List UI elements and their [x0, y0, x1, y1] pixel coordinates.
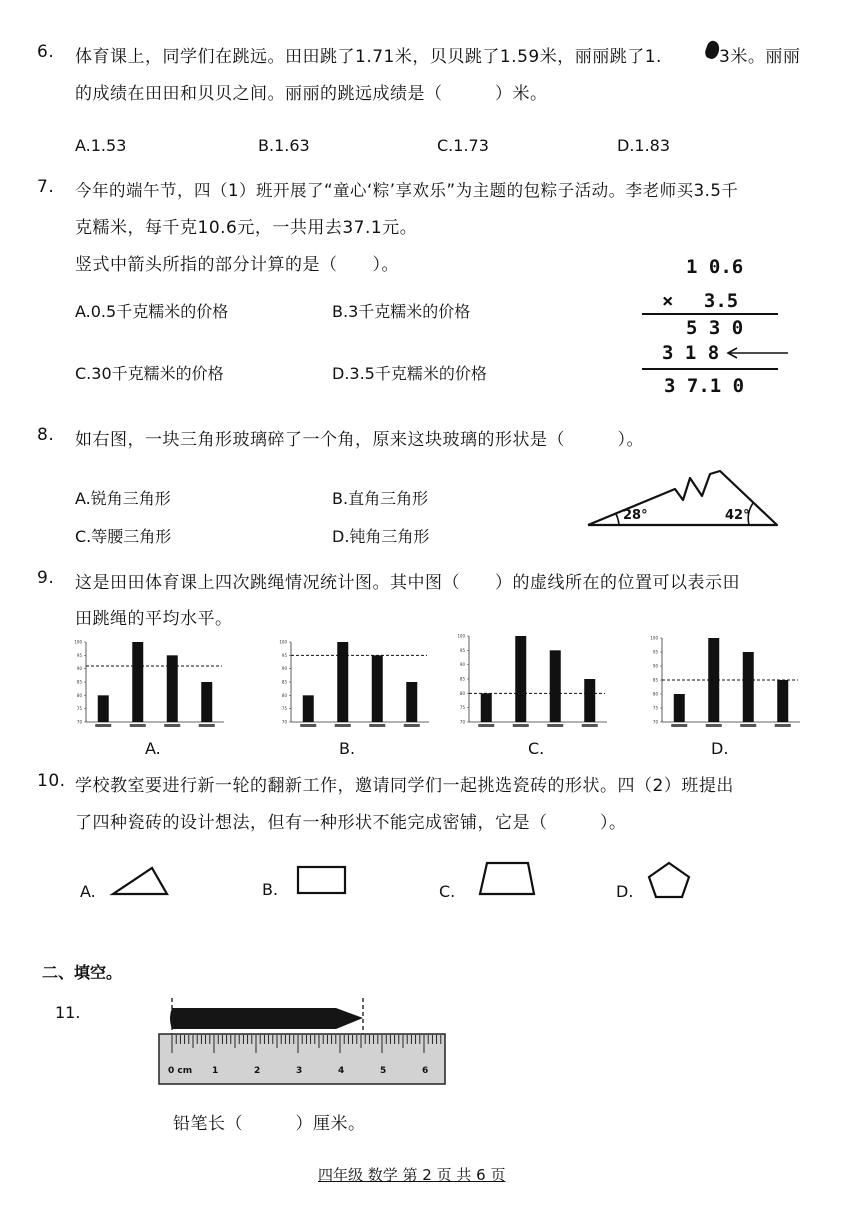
y-tick-label: 70: [281, 719, 287, 725]
bar-chart-c: [455, 632, 615, 736]
category-label: [547, 724, 563, 727]
q8-number: 8.: [37, 425, 55, 445]
y-tick-label: 80: [459, 690, 465, 696]
category-label: [95, 724, 111, 727]
y-tick-label: 90: [281, 666, 287, 672]
bar: [550, 650, 561, 722]
y-tick-label: 85: [459, 676, 465, 682]
bar: [481, 693, 492, 722]
bar: [98, 695, 109, 722]
bar: [132, 642, 143, 722]
q10-option-c[interactable]: C.: [439, 882, 456, 901]
page-footer: 四年级 数学 第 2 页 共 6 页: [318, 1166, 506, 1184]
q7-text-line1: 今年的端午节，四（1）班开展了“童心‘粽’享欢乐”为主题的包粽子活动。李老师买3.5千: [75, 181, 739, 200]
vertical-row4: 3 1 8: [662, 342, 720, 364]
y-tick-label: 95: [459, 647, 465, 653]
q10-option-b[interactable]: B.: [262, 880, 279, 899]
q7-option-d[interactable]: D.3.5千克糯米的价格: [332, 364, 487, 383]
vertical-row2: × 3.5: [662, 290, 739, 312]
q10-text-line1: 学校教室要进行新一轮的翻新工作，邀请同学们一起挑选瓷砖的形状。四（2）班提出: [75, 776, 734, 796]
y-tick-label: 75: [76, 706, 82, 712]
bar-chart-a: [72, 638, 232, 736]
q7-option-a[interactable]: A.0.5千克糯米的价格: [75, 302, 229, 321]
q6-number: 6.: [37, 42, 55, 62]
y-tick-label: 100: [74, 639, 82, 645]
q7-option-c[interactable]: C.30千克糯米的价格: [75, 364, 224, 383]
ruler-label-3: 3: [296, 1066, 303, 1076]
ruler-label-2: 2: [254, 1066, 261, 1076]
q6-text-line1: 体育课上，同学们在跳远。田田跳了1.71米，贝贝跳了1.59米，丽丽跳了1.: [75, 47, 662, 67]
vertical-rule-1: [642, 313, 778, 315]
y-tick-label: 95: [281, 652, 287, 658]
q6-text-line2: 的成绩在田田和贝贝之间。丽丽的跳远成绩是（ ）米。: [75, 84, 548, 104]
bar: [674, 694, 685, 722]
category-label: [130, 724, 146, 727]
vertical-row5: 3 7.1 0: [664, 375, 745, 397]
y-tick-label: 80: [652, 691, 658, 697]
bar: [406, 682, 417, 722]
q10-text-line2: 了四种瓷砖的设计想法，但有一种形状不能完成密铺，它是（ ）。: [75, 813, 627, 833]
y-tick-label: 85: [281, 679, 287, 685]
y-tick-label: 85: [652, 677, 658, 683]
pentagon-tile-shape[interactable]: [646, 860, 692, 900]
category-label: [164, 724, 180, 727]
ruler-label-5: 5: [380, 1066, 387, 1076]
bar: [337, 642, 348, 722]
bar: [584, 679, 595, 722]
chart-label-c[interactable]: C.: [528, 739, 545, 758]
q6-option-b[interactable]: B.1.63: [258, 136, 310, 155]
q7-text-line2: 克糯米，每千克10.6元，一共用去37.1元。: [75, 218, 418, 238]
y-tick-label: 95: [76, 652, 82, 658]
y-tick-label: 70: [652, 719, 658, 725]
ruler-label-4: 4: [338, 1066, 345, 1076]
bar: [743, 652, 754, 722]
q8-option-b[interactable]: B.直角三角形: [332, 489, 429, 508]
category-label: [300, 724, 316, 727]
bar-chart-d: [648, 634, 808, 736]
triangle-tile-shape[interactable]: [110, 864, 172, 898]
bar: [167, 655, 178, 722]
bar: [515, 636, 526, 722]
vertical-row3: 5 3 0: [686, 317, 744, 339]
y-tick-label: 95: [652, 649, 658, 655]
y-tick-label: 90: [76, 666, 82, 672]
q7-option-b[interactable]: B.3千克糯米的价格: [332, 302, 471, 321]
q9-text-line2: 田跳绳的平均水平。: [75, 609, 233, 629]
q10-option-d[interactable]: D.: [616, 882, 634, 901]
q9-text-line1: 这是田田体育课上四次跳绳情况统计图。其中图（ ）的虚线所在的位置可以表示田: [75, 573, 740, 593]
angle-label-right: 42°: [725, 508, 750, 523]
q11-number: 11.: [55, 1003, 81, 1022]
ruler-label-6: 6: [422, 1066, 429, 1076]
arrow-icon: [724, 346, 790, 360]
bar: [303, 695, 314, 722]
category-label: [199, 724, 215, 727]
q7-number: 7.: [37, 177, 55, 197]
bar: [372, 655, 383, 722]
q6-option-c[interactable]: C.1.73: [437, 136, 489, 155]
q6-text-line1-end: 3米。丽丽: [719, 47, 801, 67]
y-tick-label: 75: [652, 705, 658, 711]
broken-glass-triangle: [585, 462, 780, 528]
y-tick-label: 85: [76, 679, 82, 685]
y-tick-label: 100: [650, 635, 658, 641]
y-tick-label: 90: [459, 662, 465, 668]
q8-option-a[interactable]: A.锐角三角形: [75, 489, 171, 508]
rectangle-tile-shape[interactable]: [296, 864, 348, 896]
chart-label-b[interactable]: B.: [339, 739, 356, 758]
pencil-icon: [170, 1008, 363, 1029]
category-label: [582, 724, 598, 727]
category-label: [706, 724, 722, 727]
y-tick-label: 100: [457, 633, 465, 639]
ruler-label-1: 1: [212, 1066, 219, 1076]
category-label: [513, 724, 529, 727]
category-label: [671, 724, 687, 727]
category-label: [369, 724, 385, 727]
y-tick-label: 70: [459, 719, 465, 725]
ruler-label-0: 0 cm: [168, 1066, 193, 1076]
vertical-rule-2: [642, 368, 778, 370]
bar-chart-b: [277, 638, 437, 736]
angle-label-left: 28°: [623, 508, 648, 523]
category-label: [404, 724, 420, 727]
category-label: [740, 724, 756, 727]
q11-answer-line: 铅笔长（ ）厘米。: [173, 1114, 366, 1134]
section-2-title: 二、填空。: [42, 963, 123, 982]
y-tick-label: 100: [279, 639, 287, 645]
q6-option-a[interactable]: A.1.53: [75, 136, 127, 155]
y-tick-label: 75: [281, 706, 287, 712]
q7-text-line3: 竖式中箭头所指的部分计算的是（ ）。: [75, 255, 399, 275]
q10-option-a[interactable]: A.: [80, 882, 96, 901]
q8-text-line1: 如右图，一块三角形玻璃碎了一个角，原来这块玻璃的形状是（ ）。: [75, 430, 644, 450]
trapezoid-tile-shape[interactable]: [476, 860, 538, 898]
pencil-ruler-figure: [158, 998, 448, 1086]
category-label: [478, 724, 494, 727]
q8-option-d[interactable]: D.钝角三角形: [332, 527, 430, 546]
y-tick-label: 70: [76, 719, 82, 725]
q8-option-c[interactable]: C.等腰三角形: [75, 527, 172, 546]
y-tick-label: 90: [652, 663, 658, 669]
category-label: [775, 724, 791, 727]
bar: [201, 682, 212, 722]
q6-option-d[interactable]: D.1.83: [617, 136, 671, 155]
vertical-row1: 1 0.6: [686, 256, 744, 278]
y-tick-label: 80: [76, 692, 82, 698]
category-label: [335, 724, 351, 727]
bar: [777, 680, 788, 722]
q10-number: 10.: [37, 771, 66, 791]
chart-label-d[interactable]: D.: [711, 739, 729, 758]
chart-label-a[interactable]: A.: [145, 739, 161, 758]
q9-number: 9.: [37, 568, 55, 588]
y-tick-label: 80: [281, 692, 287, 698]
y-tick-label: 75: [459, 705, 465, 711]
